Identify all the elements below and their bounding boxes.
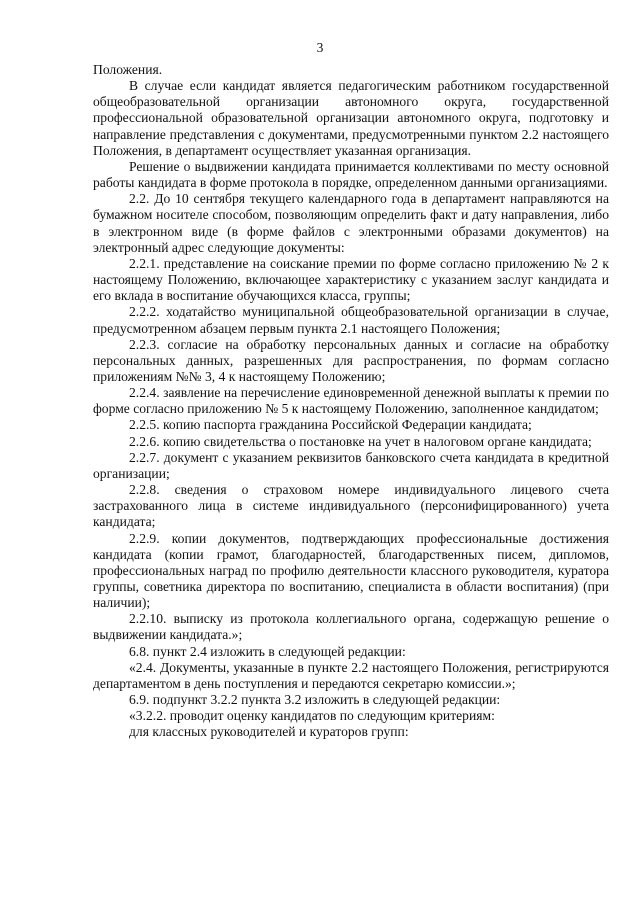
paragraph: 2.2.2. ходатайство муниципальной общеобразовательной организации в случае, предусмотренном абзацем первым пункта 2.1 настоящего Положения; xyxy=(93,304,609,336)
paragraph: 6.8. пункт 2.4 изложить в следующей редакции: xyxy=(129,643,406,659)
paragraph: «2.4. Документы, указанные в пункте 2.2 настоящего Положения, регистрируются департаментом в день поступления и передаются секретарю комиссии.»; xyxy=(93,659,609,691)
paragraph: 2.2.6. копию свидетельства о постановке на учет в налоговом органе кандидата; xyxy=(129,433,592,449)
paragraph: 2.2.4. заявление на перечисление единовременной денежной выплаты к премии по форме согласно приложению № 5 к настоящему Положению, заполненное кандидатом; xyxy=(93,385,609,417)
paragraph: В случае если кандидат является педагогическим работником государственной общеобразовательной организации автономного округа, государственной профессиональной образовательной организации автономного округа, подготовку и направление представления с документами, предусмотренными пунктом 2.2 настоящего Положения, в департамент осуществляет указанная организация. xyxy=(93,78,609,158)
paragraph: 2.2.10. выписку из протокола коллегиального органа, содержащую решение о выдвижении кандидата.»; xyxy=(93,611,609,643)
paragraph: 2.2.9. копии документов, подтверждающих профессиональные достижения кандидата (копии грамот, благодарностей, благодарственных писем, дипломов, профессиональных наград по профилю деятельности классного руководителя, куратора группы, советника директора по воспитанию, специалиста в области воспитания) (при наличии); xyxy=(93,530,609,611)
paragraph: 2.2. До 10 сентября текущего календарного года в департамент направляются на бумажном носителе способом, позволяющим определить факт и дату направления, либо в электронном виде (в форме файлов с электронными образами документов) на электронный адрес следующие документы: xyxy=(93,191,609,255)
paragraph: 2.2.3. согласие на обработку персональных данных и согласие на обработку персональных данных, разрешенных для распространения, по формам согласно приложениям №№ 3, 4 к настоящему Положению; xyxy=(93,336,609,384)
paragraph: 2.2.8. сведения о страховом номере индивидуального лицевого счета застрахованного лица в системе индивидуального (персонифицированного) учета кандидата; xyxy=(93,482,609,530)
paragraph: 2.2.7. документ с указанием реквизитов банковского счета кандидата в кредитной организации; xyxy=(93,449,609,481)
page-number: 3 xyxy=(316,40,324,55)
paragraph: 6.9. подпункт 3.2.2 пункта 3.2 изложить в следующей редакции: xyxy=(129,692,501,708)
paragraph: 2.2.1. представление на соискание премии по форме согласно приложению № 2 к настоящему Положению, включающее характеристику с указанием заслуг кандидата и его вклада в воспитание обучающихся класса, группы; xyxy=(93,255,609,304)
paragraph: «3.2.2. проводит оценку кандидатов по следующим критериям: xyxy=(129,708,495,724)
paragraph: Положения. xyxy=(93,62,163,77)
paragraph: 2.2.5. копию паспорта гражданина Российской Федерации кандидата; xyxy=(129,417,532,433)
document-body xyxy=(93,62,609,741)
paragraph: Решение о выдвижении кандидата принимается коллективами по месту основной работы кандидата в форме протокола в порядке, определенном данными организациями. xyxy=(93,158,609,191)
paragraph: для классных руководителей и кураторов групп: xyxy=(129,724,409,740)
